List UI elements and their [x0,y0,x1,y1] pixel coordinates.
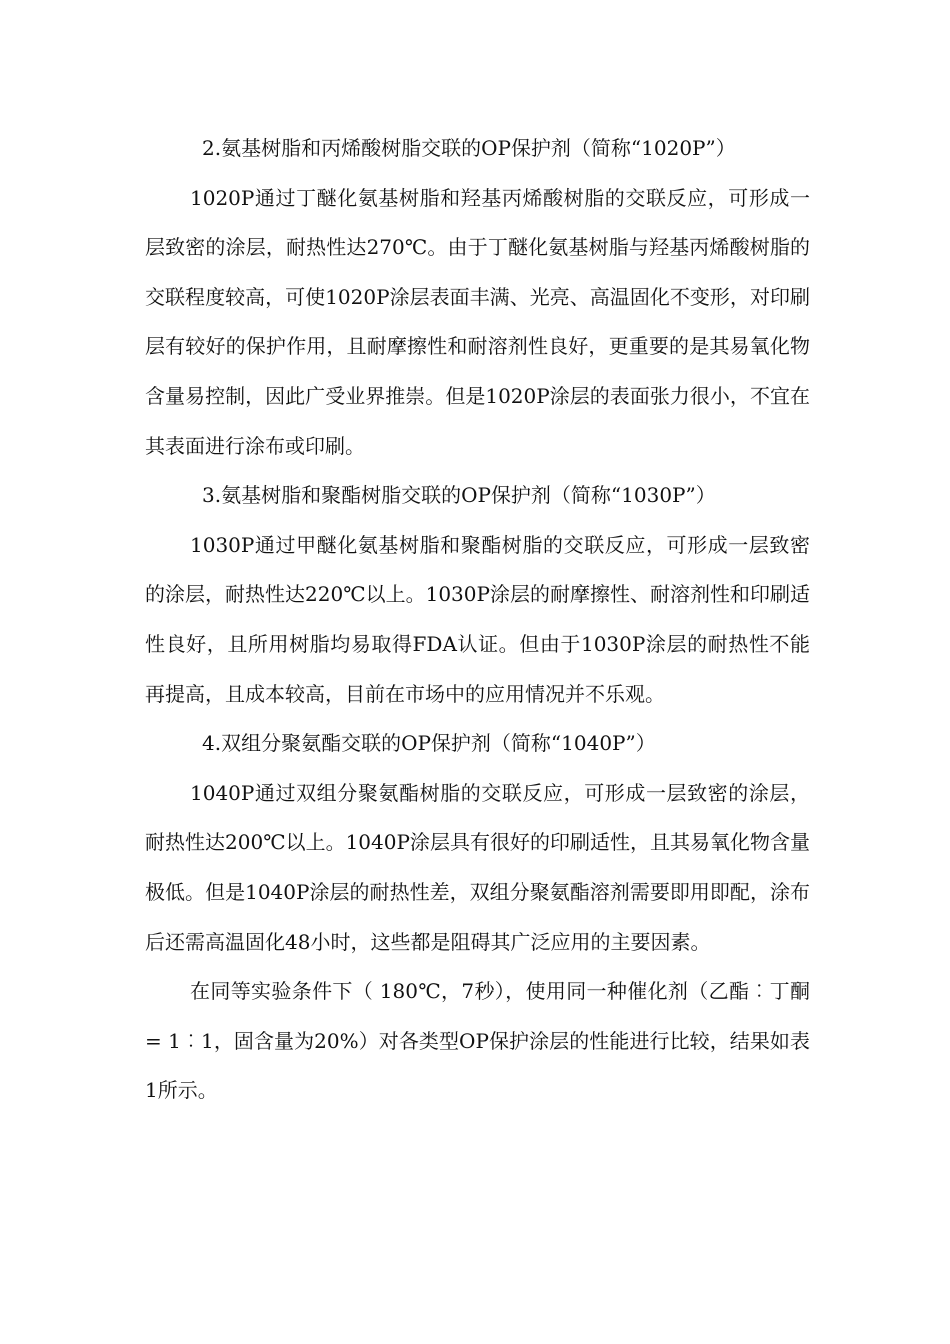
section-heading-1040p: 4.双组分聚氨酯交联的OP保护剂（简称“1040P”） [202,731,656,756]
document-body [145,124,810,1116]
section-heading-1030p: 3.氨基树脂和聚酯树脂交联的OP保护剂（简称“1030P”） [202,483,716,508]
paragraph-1040p: 1040P通过双组分聚氨酯树脂的交联反应，可形成一层致密的涂层，耐热性达200℃以上。1040P涂层具有很好的印刷适性，且其易氧化物含量极低。但是1040P涂层的耐热性差，双组分聚氨酯溶剂需要即用即配，涂布后还需高温固化48小时，这些都是阻碍其广泛应用的主要因素。 [145,780,810,954]
section-heading-1020p: 2.氨基树脂和丙烯酸树脂交联的OP保护剂（简称“1020P”） [202,136,736,160]
paragraph-1020p: 1020P通过丁醚化氨基树脂和羟基丙烯酸树脂的交联反应，可形成一层致密的涂层，耐热性达270℃。由于丁醚化氨基树脂与羟基丙烯酸树脂的交联程度较高，可使1020P涂层表面丰满、光亮、高温固化不变形，对印刷层有较好的保护作用，且耐摩擦性和耐溶剂性良好，更重要的是其易氧化物含量易控制，因此广受业界推崇。但是1020P涂层的表面张力很小，不宜在其表面进行涂布或印刷。 [145,185,810,458]
paragraph-comparison: 在同等实验条件下（ 180℃，7秒），使用同一种催化剂（乙酯︰丁酮= 1︰1，固含量为20%）对各类型OP保护涂层的性能进行比较，结果如表1所示。 [145,979,810,1103]
paragraph-1030p: 1030P通过甲醚化氨基树脂和聚酯树脂的交联反应，可形成一层致密的涂层，耐热性达220℃以上。1030P涂层的耐摩擦性、耐溶剂性和印刷适性良好，且所用树脂均易取得FDA认证。但由于1030P涂层的耐热性不能再提高，且成本较高，目前在市场中的应用情况并不乐观。 [145,532,810,706]
